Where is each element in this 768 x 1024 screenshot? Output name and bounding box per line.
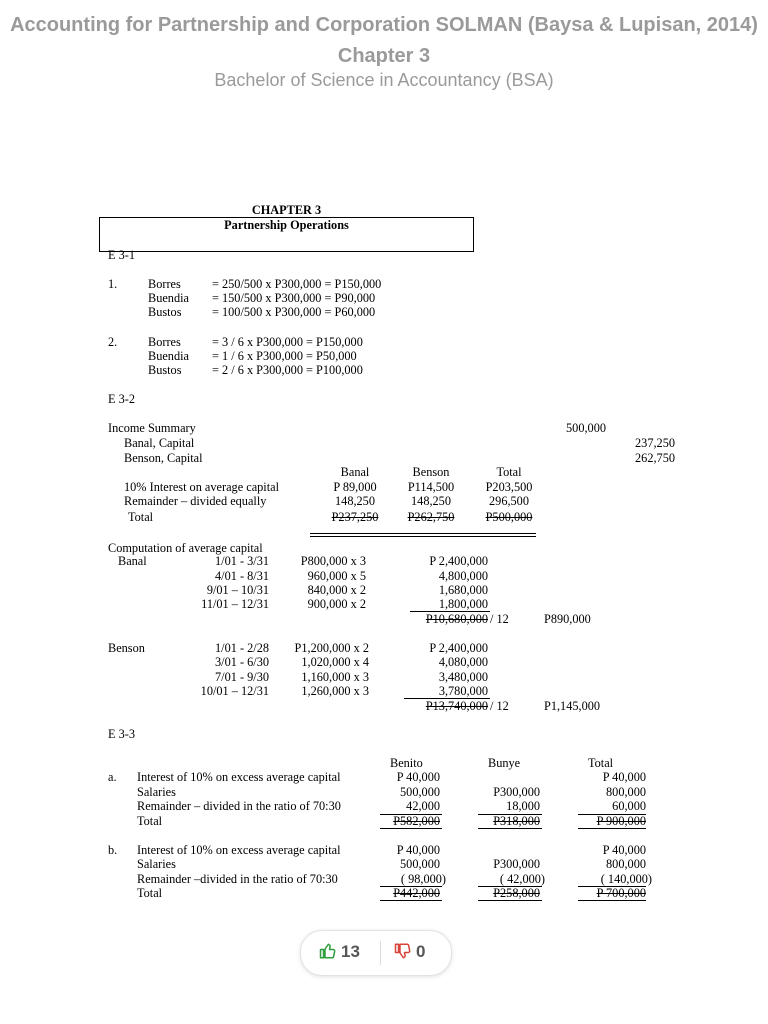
e33-benito: P442,000 [393,886,440,900]
period: 1/01 - 3/31 [215,554,269,568]
upvote-button[interactable] [319,942,360,962]
upvote-count: 13 [341,942,360,961]
double-underline [478,828,542,829]
chapter-label: CHAPTER 3 [251,203,322,217]
double-underline [380,900,442,901]
e33-label: Interest of 10% on excess average capital [137,843,341,857]
period: 9/01 – 10/31 [206,583,269,597]
e31-calc: = 2 / 6 x P300,000 = P100,000 [212,363,363,377]
e33-bunye: P318,000 [493,814,540,828]
period: 10/01 – 12/31 [200,684,269,698]
thumbs-down-icon [394,942,412,960]
e33-total: P 40,000 [602,770,646,784]
period-amount: 3,780,000 [438,684,488,698]
capital-sum: P13,740,000 [425,699,488,713]
e33-benito: P 40,000 [396,843,440,857]
e33-label: Total [137,886,163,900]
double-underline [310,536,536,537]
e33-benito: ( 98,000) [400,872,446,886]
e31-name: Buendia [148,291,189,305]
period-amount: 4,080,000 [438,655,488,669]
alloc-benson: 148,250 [411,494,451,508]
e33-benito: P582,000 [393,814,440,828]
e31-calc: = 1 / 6 x P300,000 = P50,000 [212,349,357,363]
e33-label: Salaries [137,785,176,799]
e33-total: P 40,000 [602,843,646,857]
alloc-banal: 148,250 [335,494,375,508]
alloc-header: Benson [412,465,450,479]
e31-name: Bustos [148,305,182,319]
document-title: Accounting for Partnership and Corporation SOLMAN (Baysa & Lupisan, 2014) Chapter 3 [10,14,758,67]
average-capital: P1,145,000 [544,699,601,713]
e33-benito: 500,000 [400,785,440,799]
e33-label: Remainder –divided in the ratio of 70:30 [137,872,338,886]
e33-heading: E 3-3 [108,727,135,741]
divisor: / 12 [490,699,509,713]
e33-total: 800,000 [606,785,646,799]
alloc-label: 10% Interest on average capital [124,480,280,494]
e31-name: Borres [148,277,181,291]
journal-credit: 262,750 [635,451,675,465]
e33-bunye: ( 42,000) [499,872,545,886]
document-subtitle: Bachelor of Science in Accountancy (BSA) [214,70,554,90]
e33-letter: a. [108,770,117,784]
alloc-banal: P237,250 [331,510,379,524]
journal-account: Banal, Capital [124,436,195,450]
journal-debit: 500,000 [566,421,606,435]
double-underline [380,828,442,829]
period-calc: 1,020,000 x 4 [301,655,369,669]
computation-title: Computation of average capital [108,541,263,555]
e31-name: Borres [148,335,181,349]
journal-account: Income Summary [108,421,196,435]
period-calc: P1,200,000 x 2 [294,641,369,655]
period-amount: 4,800,000 [438,569,488,583]
e33-header: Benito [390,756,423,770]
alloc-header: Total [496,465,522,479]
period-amount: P 2,400,000 [429,554,488,568]
alloc-total: 296,500 [489,494,529,508]
alloc-label: Remainder – divided equally [124,494,267,508]
alloc-header: Banal [340,465,370,479]
period: 3/01 - 6/30 [215,655,269,669]
e33-letter: b. [108,843,118,857]
e33-label: Total [137,814,163,828]
e33-total: P 900,000 [596,814,646,828]
partner-name: Benson [108,641,145,655]
double-underline [578,900,646,901]
period: 4/01 - 8/31 [215,569,269,583]
period: 11/01 – 12/31 [201,597,269,611]
vote-divider [380,941,381,965]
period-amount: 1,680,000 [438,583,488,597]
alloc-total: P500,000 [485,510,533,524]
average-capital: P890,000 [544,612,591,626]
e33-label: Remainder – divided in the ratio of 70:30 [137,799,341,813]
e33-total: 800,000 [606,857,646,871]
alloc-banal: P 89,000 [333,480,377,494]
chapter-title: Partnership Operations [224,218,349,232]
e33-total: 60,000 [612,799,646,813]
alloc-total: P203,500 [485,480,533,494]
double-underline [578,828,646,829]
e31-item-number: 2. [108,335,118,349]
alloc-benson: P262,750 [407,510,455,524]
period-amount: 3,480,000 [438,670,488,684]
period-calc: 900,000 x 2 [307,597,366,611]
e33-label: Salaries [137,857,176,871]
thumbs-up-icon [319,942,337,960]
e31-calc: = 3 / 6 x P300,000 = P150,000 [212,335,363,349]
period-calc: 840,000 x 2 [307,583,366,597]
e33-label: Interest of 10% on excess average capital [137,770,341,784]
e31-heading: E 3-1 [108,248,135,262]
e31-calc: = 100/500 x P300,000 = P60,000 [212,305,376,319]
e33-bunye: P300,000 [493,857,540,871]
e31-item-number: 1. [108,277,118,291]
capital-sum: P10,680,000 [425,612,488,626]
e33-header: Total [588,756,614,770]
e33-total: ( 140,000) [600,872,652,886]
alloc-benson: P114,500 [407,480,455,494]
period-amount: 1,800,000 [438,597,488,611]
downvote-button[interactable] [394,942,425,962]
downvote-count: 0 [416,942,426,961]
e32-heading: E 3-2 [108,392,135,406]
period: 7/01 - 9/30 [215,670,269,684]
e33-bunye: P258,000 [493,886,540,900]
e31-name: Bustos [148,363,182,377]
e33-bunye: 18,000 [506,799,540,813]
double-underline [478,900,542,901]
e33-header: Bunye [488,756,521,770]
period-calc: 1,260,000 x 3 [301,684,369,698]
e33-benito: P 40,000 [396,770,440,784]
period-calc: P800,000 x 3 [300,554,366,568]
e31-calc: = 250/500 x P300,000 = P150,000 [212,277,382,291]
e31-name: Buendia [148,349,189,363]
period-calc: 1,160,000 x 3 [301,670,369,684]
e31-calc: = 150/500 x P300,000 = P90,000 [212,291,376,305]
period-calc: 960,000 x 5 [307,569,366,583]
e33-bunye: P300,000 [493,785,540,799]
alloc-label: Total [128,510,154,524]
double-underline [310,533,536,534]
e33-total: P 700,000 [596,886,646,900]
journal-account: Benson, Capital [124,451,203,465]
period-amount: P 2,400,000 [429,641,488,655]
divisor: / 12 [490,612,509,626]
e33-benito: 42,000 [406,799,440,813]
vote-widget [300,930,452,976]
e33-benito: 500,000 [400,857,440,871]
period: 1/01 - 2/28 [215,641,269,655]
journal-credit: 237,250 [635,436,675,450]
partner-name: Banal [118,554,147,568]
